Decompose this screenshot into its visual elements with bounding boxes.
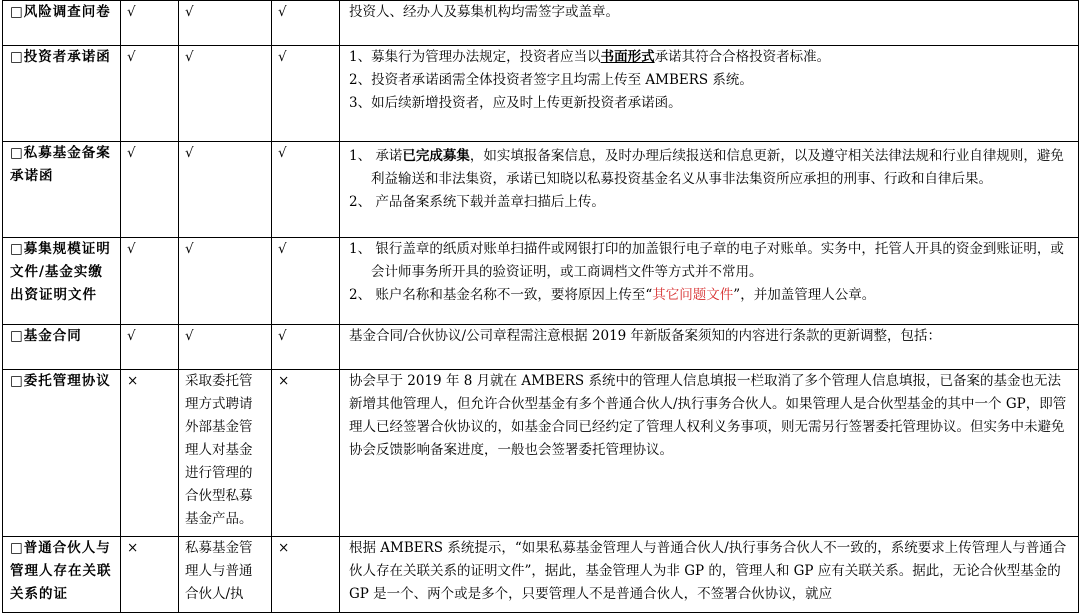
fund-filing-document-table — [2, 0, 1079, 613]
cross-mark: × — [272, 537, 340, 613]
requirement-description — [340, 370, 1079, 537]
description-line — [349, 145, 1072, 191]
cross-mark: × — [272, 370, 340, 537]
applicability-note: 采取委托管理方式聘请外部基金管理人对基金进行管理的合伙型私募基金产品。 — [179, 370, 272, 537]
description-text: 2、 账户名称和基金名称不一致，要将原因上传至“ — [349, 287, 653, 303]
description-line: 投资人、经办人及募集机构均需签字或盖章。 — [349, 4, 619, 20]
table-row — [3, 537, 1079, 613]
emphasis-text: 已完成募集 — [402, 148, 470, 164]
check-mark: √ — [272, 142, 340, 238]
description-text: 承诺其符合合格投资者标准。 — [654, 49, 831, 65]
description-line: 基金合同/合伙协议/公司章程需注意根据 2019 年新版备案须知的内容进行条款的更新调整，包括： — [349, 328, 942, 344]
document-name: □基金合同 — [3, 325, 121, 370]
requirement-description — [340, 238, 1079, 325]
check-mark: √ — [121, 325, 179, 370]
check-mark: √ — [272, 1, 340, 46]
document-name: □投资者承诺函 — [3, 46, 121, 142]
description-line: 3、如后续新增投资者，应及时上传更新投资者承诺函。 — [349, 95, 682, 111]
applicability-note: 私募基金管理人与普通合伙人/执 — [179, 537, 272, 613]
requirement-description — [340, 537, 1079, 613]
description-line: 协会早于 2019 年 8 月就在 AMBERS 系统中的管理人信息填报一栏取消了多个管理人信息填报，已备案的基金也无法新增其他管理人，但允许合伙型基金有多个普通合伙人/执行事务合伙人。如果管理人是合伙型基金的其中一个 GP，即管理人已经签署合伙协议的，如基金合同已经约定了管理人权利义务事项，则无需另行签署委托管理协议。但实务中未避免协会反馈影响备案进度，一般也会签署委托管理协议。 — [349, 373, 1067, 458]
check-mark: √ — [179, 325, 272, 370]
check-mark: √ — [272, 238, 340, 325]
document-name: □风险调查问卷 — [3, 1, 121, 46]
check-mark: √ — [121, 46, 179, 142]
cross-mark: × — [121, 537, 179, 613]
description-text: ，如实填报备案信息，及时办理后续报送和信息更新，以及遵守相关法律法规和行业自律规则，避免利益输送和非法集资，承诺已知晓以私募投资基金名义从事非法集资所应承担的刑事、行政和自律后果。 — [371, 148, 1064, 187]
check-mark: √ — [179, 142, 272, 238]
check-mark: √ — [121, 238, 179, 325]
document-name: □募集规模证明文件/基金实缴出资证明文件 — [3, 238, 121, 325]
description-line: 2、 产品备案系统下载并盖章扫描后上传。 — [349, 194, 605, 210]
check-mark: √ — [272, 325, 340, 370]
document-name: □私募基金备案承诺函 — [3, 142, 121, 238]
check-mark: √ — [179, 46, 272, 142]
check-mark: √ — [179, 1, 272, 46]
document-name: □普通合伙人与管理人存在关联关系的证 — [3, 537, 121, 613]
table-row — [3, 370, 1079, 537]
description-line — [349, 46, 1072, 69]
description-line: 根据 AMBERS 系统提示，“如果私募基金管理人与普通合伙人/执行事务合伙人不一致的，系统要求上传管理人与普通合伙人存在关联关系的证明文件”，据此，基金管理人为非 GP 的，管理人和 GP 应有关联关系。据此，无论合伙型基金的 GP 是一个、两个或是多个，只要管理人不是普通合伙人，不签署合伙协议，就应 — [349, 540, 1067, 602]
requirement-description — [340, 325, 1079, 370]
check-mark: √ — [121, 1, 179, 46]
requirement-description — [340, 46, 1079, 142]
description-text: ”，并加盖管理人公章。 — [733, 287, 876, 303]
description-line: 1、 银行盖章的纸质对账单扫描件或网银打印的加盖银行电子章的电子对账单。实务中，托管人开具的资金到账证明，或会计师事务所开具的验资证明，或工商调档文件等方式并不常用。 — [349, 241, 1064, 280]
table-row — [3, 238, 1079, 325]
table-row — [3, 46, 1079, 142]
document-name: □委托管理协议 — [3, 370, 121, 537]
requirement-description — [340, 142, 1079, 238]
cross-mark: × — [121, 370, 179, 537]
check-mark: √ — [179, 238, 272, 325]
table-row — [3, 1, 1079, 46]
description-text: 1、募集行为管理办法规定，投资者应当以 — [349, 49, 601, 65]
requirement-description — [340, 1, 1079, 46]
check-mark: √ — [272, 46, 340, 142]
highlighted-text: 其它问题文件 — [652, 287, 734, 303]
emphasis-text: 书面形式 — [600, 49, 655, 65]
table-row — [3, 142, 1079, 238]
description-text: 1、 承诺 — [349, 148, 403, 164]
description-line: 2、投资者承诺函需全体投资者签字且均需上传至 AMBERS 系统。 — [349, 72, 753, 88]
check-mark: √ — [121, 142, 179, 238]
description-line — [349, 284, 1072, 307]
table-row — [3, 325, 1079, 370]
